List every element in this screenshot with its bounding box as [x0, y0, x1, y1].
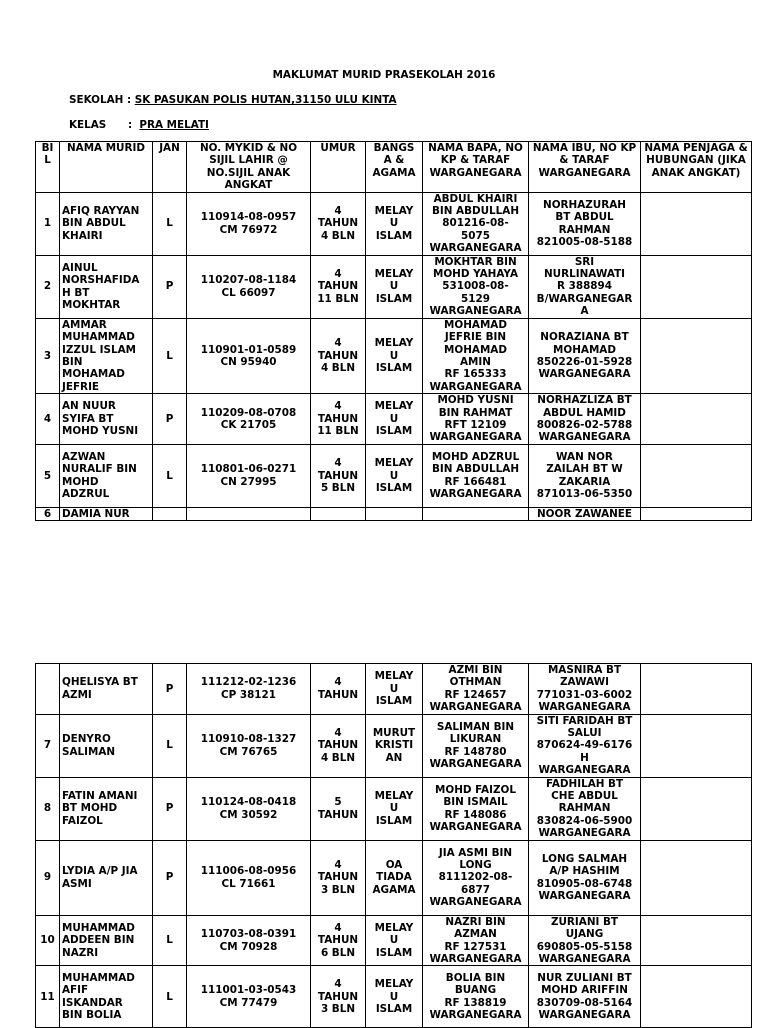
cell-umur: 4 TAHUN 6 BLN: [311, 915, 366, 966]
cell-nama-murid: AMMAR MUHAMMAD IZZUL ISLAM BIN MOHAMAD JEFRIE: [60, 318, 153, 393]
cell-jantina: L: [153, 714, 187, 777]
cell-mykid: 110901-01-0589 CN 95940: [187, 318, 311, 393]
header-nama-bapa: NAMA BAPA, NO KP & TARAF WARGANEGARA: [423, 142, 529, 193]
cell-nama-murid: QHELISYA BT AZMI: [60, 664, 153, 715]
cell-nama-bapa: BOLIA BIN BUANG RF 138819 WARGANEGARA: [423, 966, 529, 1028]
cell-nama-ibu: NUR ZULIANI BT MOHD ARIFFIN 830709-08-5164 WARGANEGARA: [529, 966, 641, 1028]
cell-bangsa-agama: MELAY U ISLAM: [366, 318, 423, 393]
cell-mykid: 110801-06-0271 CN 27995: [187, 444, 311, 507]
school-line: [69, 94, 397, 106]
header-nama-ibu: NAMA IBU, NO KP & TARAF WARGANEGARA: [529, 142, 641, 193]
header-nama-murid: NAMA MURID: [60, 142, 153, 193]
cell-nama-ibu: SRI NURLINAWATI R 388894 B/WARGANEGAR A: [529, 255, 641, 318]
cell-jantina: P: [153, 840, 187, 915]
cell-umur: 4 TAHUN 3 BLN: [311, 966, 366, 1028]
table-row: [36, 664, 752, 715]
cell-bangsa-agama: MELAY U ISLAM: [366, 394, 423, 445]
cell-umur: 4 TAHUN 11 BLN: [311, 255, 366, 318]
cell-nama-penjaga: [641, 507, 752, 520]
cell-bangsa-agama: MELAY U ISLAM: [366, 255, 423, 318]
cell-umur: 4 TAHUN 4 BLN: [311, 192, 366, 255]
table-row: [36, 966, 752, 1028]
cell-umur: 4 TAHUN 4 BLN: [311, 714, 366, 777]
cell-bangsa-agama: MELAY U ISLAM: [366, 915, 423, 966]
cell-nama-bapa: MOHAMAD JEFRIE BIN MOHAMAD AMIN RF 165333 WARGANEGARA: [423, 318, 529, 393]
cell-jantina: L: [153, 915, 187, 966]
header-jantina: JAN: [153, 142, 187, 193]
cell-nama-ibu: NORHAZURAH BT ABDUL RAHMAN 821005-08-5188: [529, 192, 641, 255]
cell-jantina: L: [153, 318, 187, 393]
cell-mykid: [187, 507, 311, 520]
cell-mykid: 111212-02-1236 CP 38121: [187, 664, 311, 715]
header-row: [36, 142, 752, 193]
cell-umur: 4 TAHUN 4 BLN: [311, 318, 366, 393]
cell-nama-penjaga: [641, 318, 752, 393]
cell-bil: 10: [36, 915, 60, 966]
table-row: [36, 444, 752, 507]
cell-nama-bapa: MOHD ADZRUL BIN ABDULLAH RF 166481 WARGANEGARA: [423, 444, 529, 507]
cell-nama-penjaga: [641, 444, 752, 507]
cell-nama-murid: MUHAMMAD ADDEEN BIN NAZRI: [60, 915, 153, 966]
table-row: [36, 255, 752, 318]
cell-nama-murid: AN NUUR SYIFA BT MOHD YUSNI: [60, 394, 153, 445]
cell-nama-murid: FATIN AMANI BT MOHD FAIZOL: [60, 777, 153, 840]
cell-nama-bapa: SALIMAN BIN LIKURAN RF 148780 WARGANEGARA: [423, 714, 529, 777]
cell-nama-murid: AFIQ RAYYAN BIN ABDUL KHAIRI: [60, 192, 153, 255]
student-table-page-2: [35, 663, 752, 1028]
cell-nama-ibu: SITI FARIDAH BT SALUI 870624-49-6176 H WARGANEGARA: [529, 714, 641, 777]
table-row: [36, 192, 752, 255]
cell-mykid: 111006-08-0956 CL 71661: [187, 840, 311, 915]
table-body-page-2: [36, 664, 752, 1028]
cell-mykid: 110124-08-0418 CM 30592: [187, 777, 311, 840]
cell-nama-penjaga: [641, 840, 752, 915]
cell-bangsa-agama: MELAY U ISLAM: [366, 777, 423, 840]
cell-nama-penjaga: [641, 777, 752, 840]
cell-nama-penjaga: [641, 664, 752, 715]
cell-bangsa-agama: MELAY U ISLAM: [366, 444, 423, 507]
cell-umur: [311, 507, 366, 520]
cell-nama-ibu: NOOR ZAWANEE: [529, 507, 641, 520]
header-mykid: NO. MYKID & NO SIJIL LAHIR @ NO.SIJIL ANAK ANGKAT: [187, 142, 311, 193]
cell-jantina: [153, 507, 187, 520]
cell-bil: 9: [36, 840, 60, 915]
cell-jantina: P: [153, 255, 187, 318]
cell-jantina: L: [153, 444, 187, 507]
table-row: [36, 318, 752, 393]
table-row: [36, 394, 752, 445]
cell-bil: 2: [36, 255, 60, 318]
cell-nama-murid: LYDIA A/P JIA ASMI: [60, 840, 153, 915]
cell-jantina: L: [153, 192, 187, 255]
table-row: [36, 840, 752, 915]
cell-nama-bapa: AZMI BIN OTHMAN RF 124657 WARGANEGARA: [423, 664, 529, 715]
header-nama-penjaga: NAMA PENJAGA & HUBUNGAN (JIKA ANAK ANGKAT): [641, 142, 752, 193]
cell-nama-bapa: MOHD YUSNI BIN RAHMAT RFT 12109 WARGANEGARA: [423, 394, 529, 445]
cell-bangsa-agama: MURUT KRISTI AN: [366, 714, 423, 777]
cell-mykid: 110703-08-0391 CM 70928: [187, 915, 311, 966]
cell-mykid: 110207-08-1184 CL 66097: [187, 255, 311, 318]
cell-umur: 4 TAHUN 11 BLN: [311, 394, 366, 445]
cell-bil: 11: [36, 966, 60, 1028]
cell-nama-murid: MUHAMMAD AFIF ISKANDAR BIN BOLIA: [60, 966, 153, 1028]
header-bangsa-agama: BANGS A & AGAMA: [366, 142, 423, 193]
cell-bil: 1: [36, 192, 60, 255]
cell-nama-penjaga: [641, 915, 752, 966]
class-name: PRA MELATI: [139, 119, 209, 131]
cell-mykid: 110914-08-0957 CM 76972: [187, 192, 311, 255]
cell-bangsa-agama: MELAY U ISLAM: [366, 664, 423, 715]
cell-nama-penjaga: [641, 966, 752, 1028]
cell-nama-bapa: ABDUL KHAIRI BIN ABDULLAH 801216-08- 5075 WARGANEGARA: [423, 192, 529, 255]
cell-bangsa-agama: MELAY U ISLAM: [366, 966, 423, 1028]
cell-nama-penjaga: [641, 714, 752, 777]
cell-bil: 6: [36, 507, 60, 520]
header-umur: UMUR: [311, 142, 366, 193]
cell-nama-ibu: LONG SALMAH A/P HASHIM 810905-08-6748 WARGANEGARA: [529, 840, 641, 915]
cell-bangsa-agama: MELAY U ISLAM: [366, 192, 423, 255]
cell-nama-bapa: JIA ASMI BIN LONG 8111202-08- 6877 WARGANEGARA: [423, 840, 529, 915]
cell-nama-ibu: NORAZIANA BT MOHAMAD 850226-01-5928 WARGANEGARA: [529, 318, 641, 393]
cell-bangsa-agama: [366, 507, 423, 520]
cell-nama-bapa: MOKHTAR BIN MOHD YAHAYA 531008-08- 5129 WARGANEGARA: [423, 255, 529, 318]
cell-umur: 4 TAHUN 3 BLN: [311, 840, 366, 915]
cell-bil: 8: [36, 777, 60, 840]
cell-umur: 4 TAHUN: [311, 664, 366, 715]
cell-mykid: 110910-08-1327 CM 76765: [187, 714, 311, 777]
cell-nama-bapa: [423, 507, 529, 520]
cell-bil: 5: [36, 444, 60, 507]
cell-jantina: P: [153, 394, 187, 445]
cell-nama-ibu: NORHAZLIZA BT ABDUL HAMID 800826-02-5788 WARGANEGARA: [529, 394, 641, 445]
cell-nama-penjaga: [641, 255, 752, 318]
student-table-page-1: [35, 141, 752, 521]
cell-nama-murid: AZWAN NURALIF BIN MOHD ADZRUL: [60, 444, 153, 507]
cell-nama-bapa: NAZRI BIN AZMAN RF 127531 WARGANEGARA: [423, 915, 529, 966]
cell-nama-murid: DAMIA NUR: [60, 507, 153, 520]
class-label: KELAS :: [69, 119, 140, 131]
class-line: [69, 119, 209, 131]
document-title: MAKLUMAT MURID PRASEKOLAH 2016: [272, 69, 496, 81]
cell-umur: 5 TAHUN: [311, 777, 366, 840]
cell-nama-penjaga: [641, 394, 752, 445]
cell-mykid: 111001-03-0543 CM 77479: [187, 966, 311, 1028]
school-label: SEKOLAH :: [69, 94, 135, 106]
cell-nama-ibu: ZURIANI BT UJANG 690805-05-5158 WARGANEGARA: [529, 915, 641, 966]
table-row: [36, 507, 752, 520]
cell-umur: 4 TAHUN 5 BLN: [311, 444, 366, 507]
header-bil: BI L: [36, 142, 60, 193]
cell-bangsa-agama: OA TIADA AGAMA: [366, 840, 423, 915]
cell-bil: 7: [36, 714, 60, 777]
cell-nama-murid: DENYRO SALIMAN: [60, 714, 153, 777]
cell-nama-murid: AINUL NORSHAFIDA H BT MOKHTAR: [60, 255, 153, 318]
cell-jantina: P: [153, 777, 187, 840]
cell-bil: 4: [36, 394, 60, 445]
cell-mykid: 110209-08-0708 CK 21705: [187, 394, 311, 445]
table-row: [36, 915, 752, 966]
cell-jantina: P: [153, 664, 187, 715]
school-name: SK PASUKAN POLIS HUTAN,31150 ULU KINTA: [134, 94, 397, 106]
cell-nama-penjaga: [641, 192, 752, 255]
cell-nama-ibu: MASNIRA BT ZAWAWI 771031-03-6002 WARGANEGARA: [529, 664, 641, 715]
cell-jantina: L: [153, 966, 187, 1028]
table-row: [36, 777, 752, 840]
cell-bil: [36, 664, 60, 715]
table-row: [36, 714, 752, 777]
cell-nama-ibu: FADHILAH BT CHE ABDUL RAHMAN 830824-06-5900 WARGANEGARA: [529, 777, 641, 840]
cell-nama-ibu: WAN NOR ZAILAH BT W ZAKARIA 871013-06-5350: [529, 444, 641, 507]
table-body-page-1: [36, 192, 752, 521]
cell-bil: 3: [36, 318, 60, 393]
cell-nama-bapa: MOHD FAIZOL BIN ISMAIL RF 148086 WARGANEGARA: [423, 777, 529, 840]
